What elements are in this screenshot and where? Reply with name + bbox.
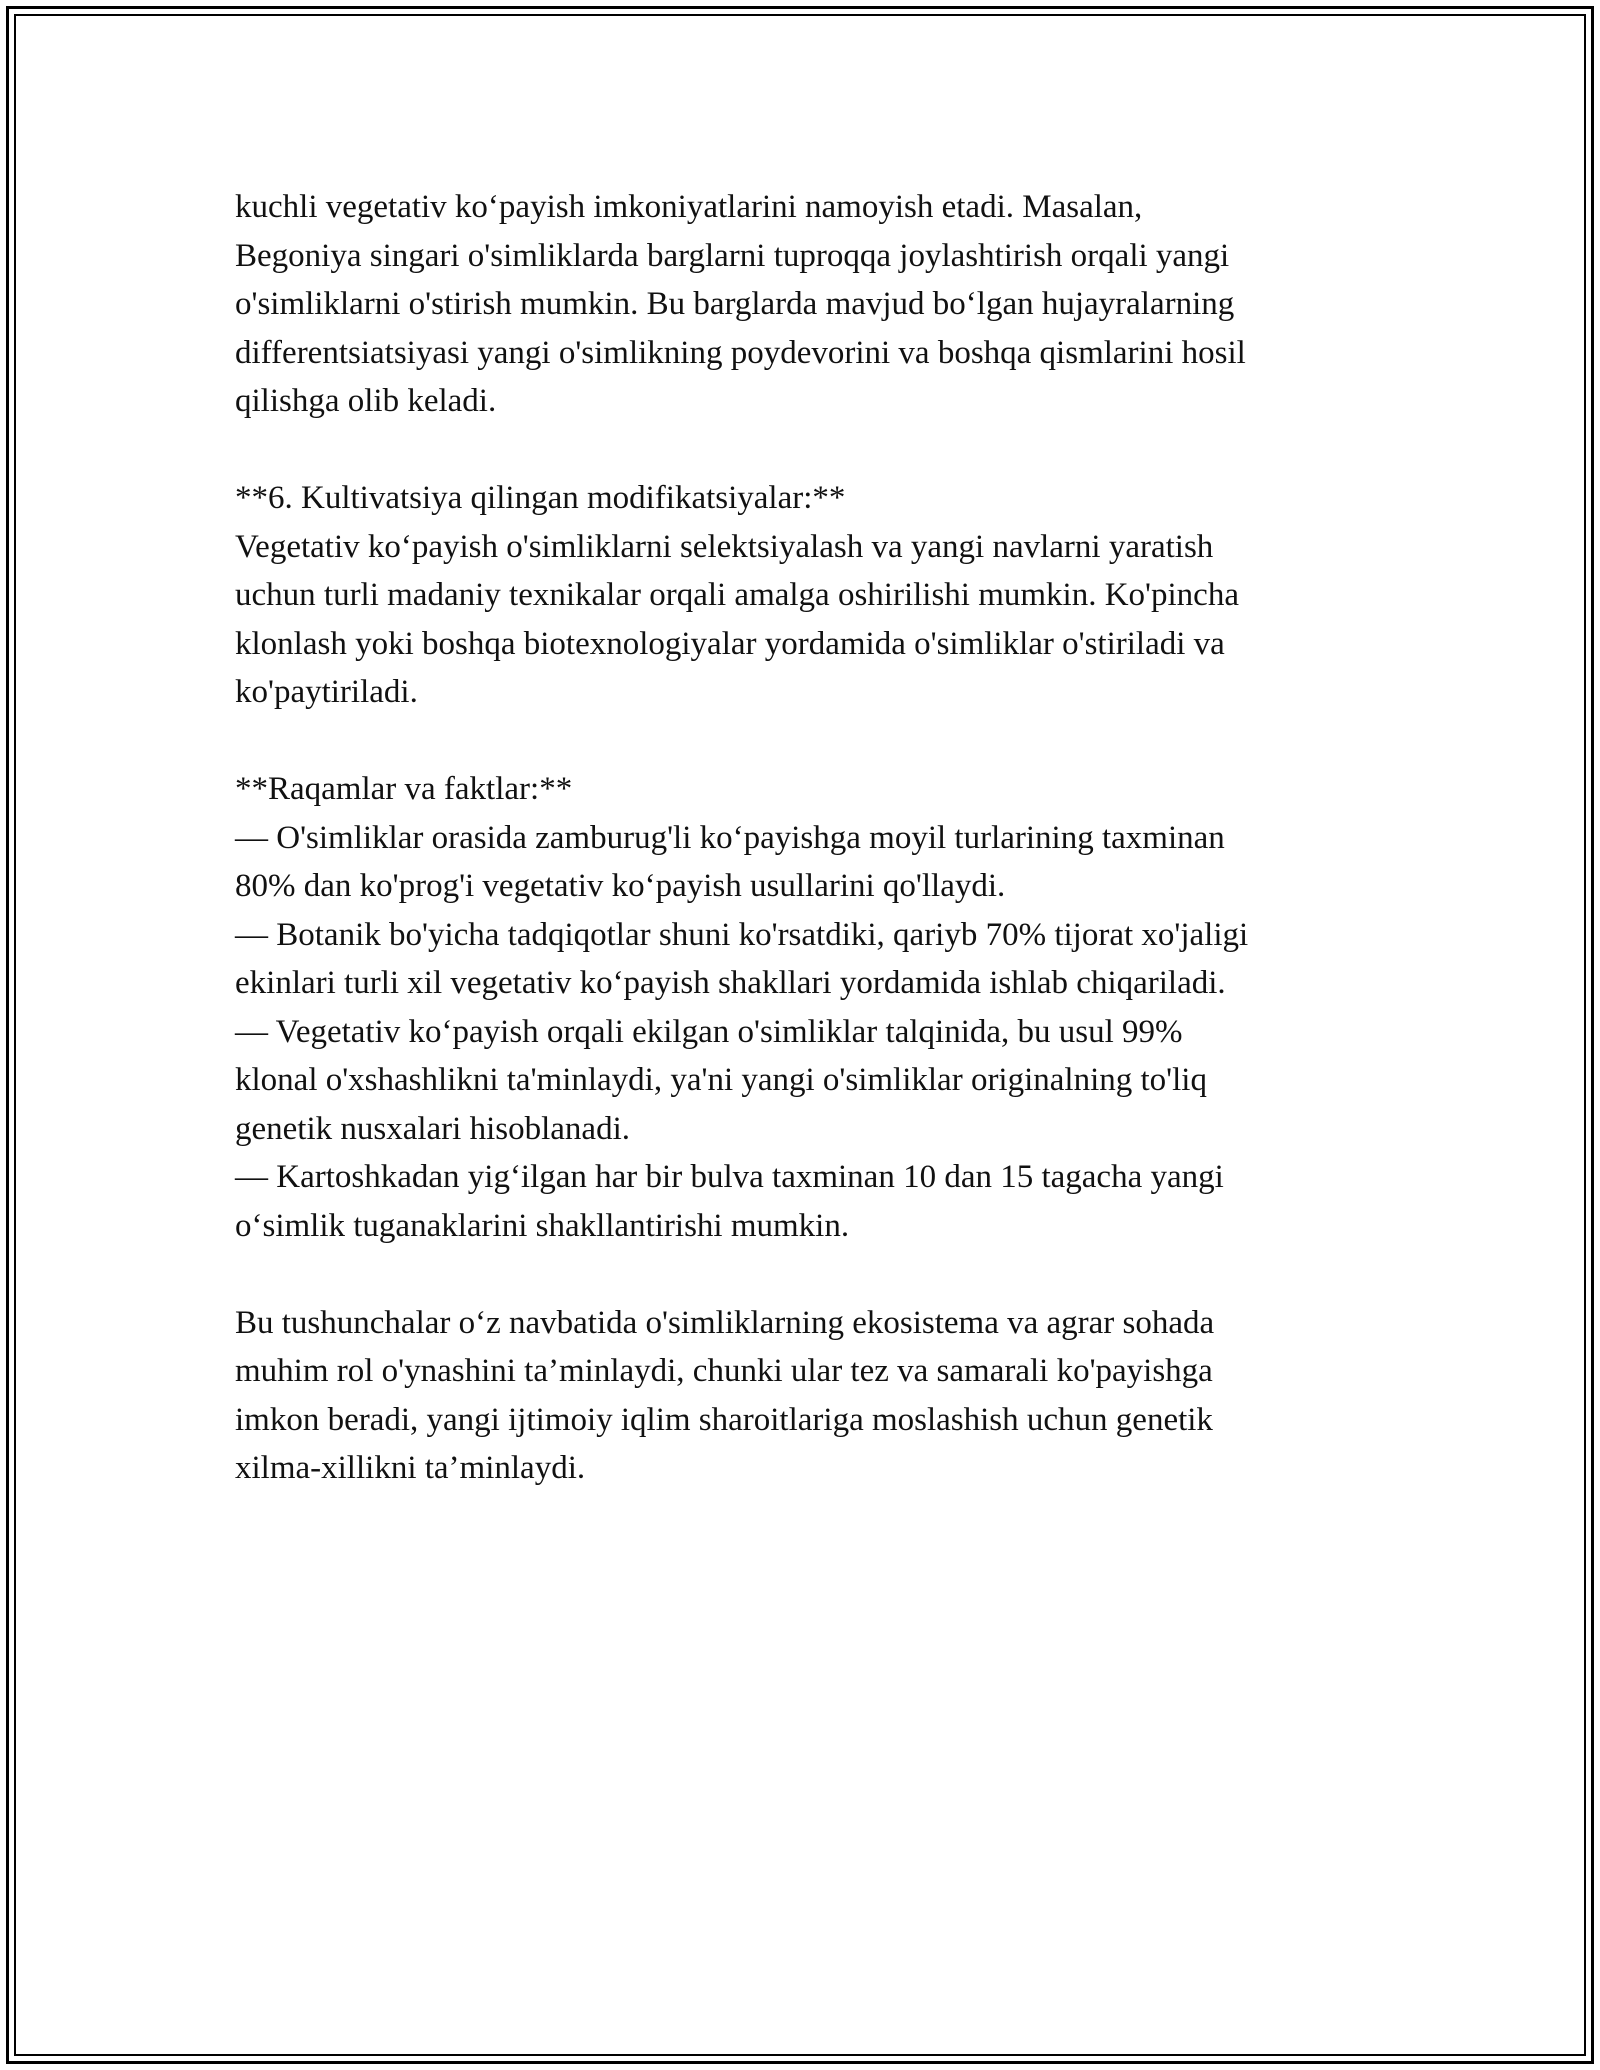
- paragraph-vegetative-leaves: [235, 183, 1385, 426]
- text-line: o‘simlik tuganaklarini shakllantirishi mumkin.: [235, 1207, 850, 1244]
- list-item: — O'simliklar orasida zamburug'li ko‘payishga moyil turlarining taxminan: [235, 819, 1225, 856]
- section-heading: **Raqamlar va faktlar:**: [235, 771, 573, 807]
- text-line: genetik nusxalari hisoblanadi.: [235, 1110, 630, 1147]
- list-item: — Vegetativ ko‘payish orqali ekilgan o'simliklar talqinida, bu usul 99%: [235, 1013, 1183, 1050]
- list-item: — Botanik bo'yicha tadqiqotlar shuni ko'rsatdiki, qariyb 70% tijorat xo'jaligi: [235, 916, 1249, 953]
- text-line: differentsiatsiyasi yangi o'simlikning poydevorini va boshqa qismlarini hosil: [235, 334, 1246, 371]
- text-line: xilma-xillikni ta’minlaydi.: [235, 1450, 586, 1486]
- text-line: kuchli vegetativ ko‘payish imkoniyatlarini namoyish etadi. Masalan,: [235, 189, 1143, 225]
- text-line: Bu tushunchalar o‘z navbatida o'simliklarning ekosistema va agrar sohada: [235, 1304, 1215, 1341]
- text-line: klonlash yoki boshqa biotexnologiyalar yordamida o'simliklar o'stiriladi va: [235, 625, 1225, 662]
- text-line: qilishga olib keladi.: [235, 383, 497, 419]
- text-line: Vegetativ ko‘payish o'simliklarni selektsiyalash va yangi navlarni yaratish: [235, 528, 1214, 565]
- text-line: uchun turli madaniy texnikalar orqali amalga oshirilishi mumkin. Ko'pincha: [235, 577, 1239, 613]
- text-line: muhim rol o'ynashini ta’minlaydi, chunki ular tez va samarali ko'payishga: [235, 1353, 1213, 1389]
- section-heading: **6. Kultivatsiya qilingan modifikatsiyalar:**: [235, 480, 846, 516]
- list-item: — Kartoshkadan yig‘ilgan har bir bulva taxminan 10 dan 15 tagacha yangi: [235, 1159, 1224, 1195]
- text-line: ko'paytiriladi.: [235, 674, 418, 710]
- text-line: o'simliklarni o'stirish mumkin. Bu barglarda mavjud bo‘lgan hujayralarning: [235, 286, 1235, 322]
- section-numbers-and-facts: [235, 765, 1385, 1250]
- text-line: klonal o'xshashlikni ta'minlaydi, ya'ni yangi o'simliklar originalning to'liq: [235, 1062, 1207, 1098]
- document-body: [235, 183, 1385, 1541]
- text-line: imkon beradi, yangi ijtimoiy iqlim sharoitlariga moslashish uchun genetik: [235, 1401, 1213, 1438]
- text-line: Begoniya singari o'simliklarda barglarni tuproqqa joylashtirish orqali yangi: [235, 237, 1230, 274]
- section-cultivated-modifications: [235, 474, 1385, 717]
- text-line: ekinlari turli xil vegetativ ko‘payish shakllari yordamida ishlab chiqariladi.: [235, 965, 1226, 1001]
- paragraph-conclusion: [235, 1299, 1385, 1493]
- text-line: 80% dan ko'prog'i vegetativ ko‘payish usullarini qo'llaydi.: [235, 868, 1006, 904]
